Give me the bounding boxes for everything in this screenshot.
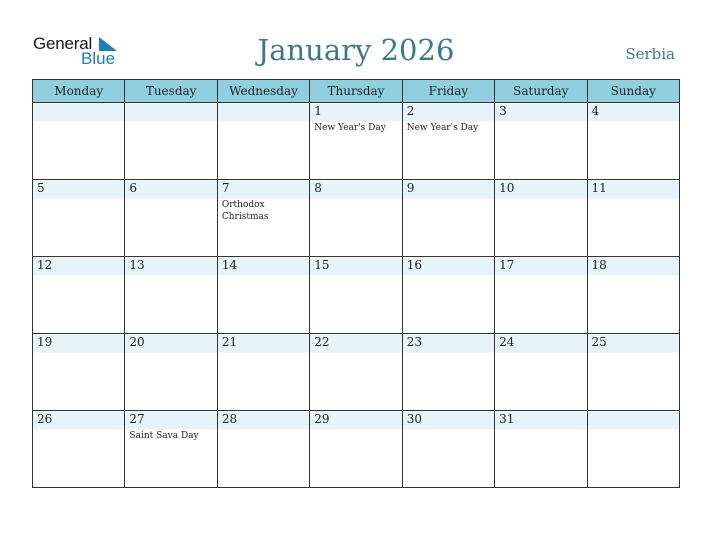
day-cell [587,180,679,257]
holiday-label [588,352,679,353]
day-number [588,411,679,429]
holiday-label [33,121,124,122]
holiday-label [495,352,586,353]
day-number: 16 [406,258,422,272]
week-row [33,103,680,180]
day-cell [125,411,217,488]
holiday-label [588,275,679,276]
day-cell [125,103,217,180]
day-number: 13 [129,258,145,272]
holiday-label [495,198,586,199]
day-cell [495,411,587,488]
holiday-label [33,198,124,199]
day-number: 14 [221,258,238,272]
holiday-label [588,121,679,122]
logo-general-text: General [33,34,93,53]
weekday-header: Sunday [587,80,679,103]
day-number: 26 [37,412,53,426]
calendar-grid [32,79,680,488]
day-number: 12 [37,258,53,272]
day-number: 11 [591,181,607,195]
country-label: Serbia [625,45,675,63]
day-number: 31 [499,412,515,426]
day-cell [495,180,587,257]
week-row [33,411,680,488]
holiday-label [218,429,309,430]
holiday-label [495,121,586,122]
holiday-label [588,429,679,430]
day-number: 19 [37,335,53,349]
day-number: 17 [499,258,515,272]
day-cell [33,334,125,411]
holiday-label: Orthodox Christmas [221,200,269,222]
day-number: 25 [591,335,607,349]
day-number: 24 [499,335,515,349]
day-number: 10 [499,181,515,195]
week-row [33,180,680,257]
day-cell [402,334,494,411]
day-cell [402,103,494,180]
day-number: 22 [314,335,330,349]
holiday-label [403,352,494,353]
day-cell [33,257,125,334]
holiday-label: New Year's Day [406,123,479,133]
holiday-label [588,198,679,199]
day-number: 29 [314,412,330,426]
holiday-label [403,275,494,276]
weekday-header-row [33,80,680,103]
holiday-label [218,275,309,276]
day-cell [402,180,494,257]
day-cell [310,411,402,488]
day-cell [587,257,679,334]
day-cell [310,334,402,411]
day-number: 4 [591,104,600,118]
day-cell [402,257,494,334]
holiday-label [125,352,216,353]
day-number: 9 [406,181,415,195]
holiday-label [33,429,124,430]
day-cell [495,103,587,180]
holiday-label [310,429,401,430]
weekday-header: Friday [402,80,494,103]
holiday-label [218,121,309,122]
weekday-header: Saturday [495,80,587,103]
day-cell [33,103,125,180]
holiday-label [495,275,586,276]
holiday-label [218,352,309,353]
holiday-label [403,198,494,199]
day-cell [125,257,217,334]
day-number: 27 [129,412,145,426]
day-cell [402,411,494,488]
day-cell [125,334,217,411]
day-cell [587,103,679,180]
logo-blue-text: Blue [81,49,116,68]
day-number [218,103,309,121]
day-cell [33,411,125,488]
day-number [125,103,216,121]
day-cell [310,180,402,257]
day-cell [33,180,125,257]
day-number: 21 [221,335,238,349]
day-number: 7 [221,181,230,195]
day-number: 30 [406,412,422,426]
weekday-header: Monday [33,80,125,103]
day-cell [217,411,309,488]
day-number: 15 [314,258,330,272]
day-cell [217,180,309,257]
weekday-header: Wednesday [217,80,309,103]
day-number: 5 [37,181,45,195]
day-cell [217,103,309,180]
holiday-label [310,198,401,199]
holiday-label: New Year's Day [314,123,386,133]
weekday-header: Thursday [310,80,402,103]
holiday-label: Saint Sava Day [129,431,199,441]
day-cell [495,334,587,411]
week-row [33,257,680,334]
holiday-label [403,429,494,430]
day-cell [217,334,309,411]
holiday-label [33,352,124,353]
day-cell [587,334,679,411]
day-cell [217,257,309,334]
holiday-label [33,275,124,276]
day-number: 2 [406,104,415,118]
holiday-label [125,121,216,122]
day-number: 18 [591,258,607,272]
day-number: 6 [129,181,138,195]
day-cell [310,103,402,180]
day-number: 8 [314,181,322,195]
day-number [33,103,124,121]
holiday-label [125,198,216,199]
day-cell [495,257,587,334]
day-number: 1 [314,104,322,118]
holiday-label [310,352,401,353]
holiday-label [125,275,216,276]
day-number: 3 [499,104,507,118]
day-cell [587,411,679,488]
weekday-header: Tuesday [125,80,217,103]
holiday-label [310,275,401,276]
day-cell [310,257,402,334]
day-number: 28 [221,412,238,426]
week-row [33,334,680,411]
day-number: 23 [406,335,422,349]
day-number: 20 [129,335,145,349]
day-cell [125,180,217,257]
holiday-label [495,429,586,430]
calendar-title: January 2026 [257,33,455,67]
